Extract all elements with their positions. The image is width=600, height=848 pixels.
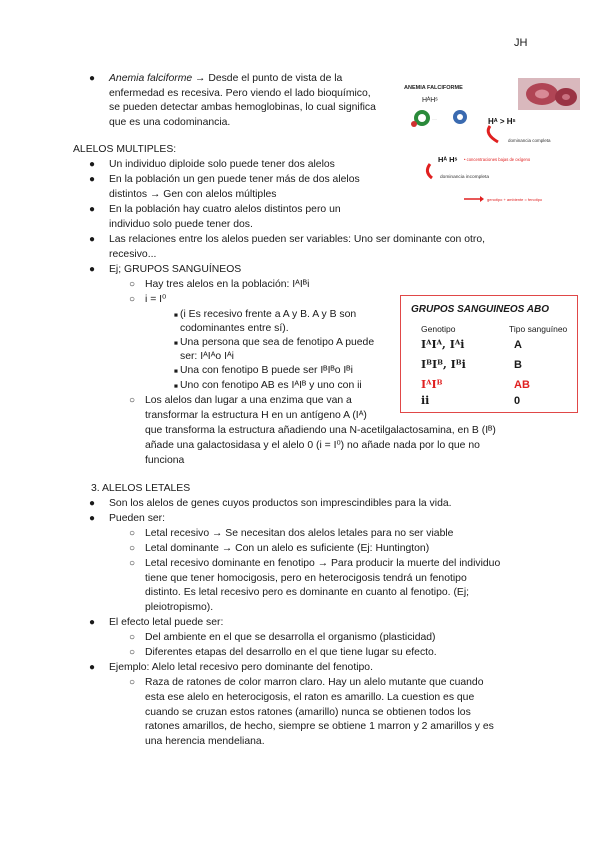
subsub-item-cont: ser: IᴬIᴬo Iᴬi — [180, 351, 234, 362]
anemia-paragraph: Anemia falciforme → Desde el punto de vista de la enfermedad es recesiva. Pero viendo el lado bioquímico, se pueden detectar ambas hemoglobinas, lo cual significa que es una codominancia. — [109, 73, 376, 128]
author-initials: JH — [514, 37, 528, 49]
abo-type: B — [514, 359, 522, 371]
list-item: El efecto letal puede ser: — [109, 617, 224, 628]
anemia-term: Anemia falciforme — [109, 73, 193, 84]
abo-genotype: IᴬIᴬ, Iᴬi — [421, 338, 465, 351]
subsub-item: Uno con fenotipo AB es IᴬIᴮ y uno con ii — [180, 380, 362, 391]
sub-item-cont: funciona — [145, 455, 185, 466]
figure-genotype-top: HᴬHˢ — [422, 97, 438, 104]
red-curve-arrow-1 — [488, 126, 498, 142]
sub-item: Letal recesivo dominante en fenotipo → Para producir la muerte del individuo — [145, 558, 501, 569]
figure-note: • concentraciones bajas de oxígeno — [464, 157, 531, 162]
bullet: ● — [89, 73, 96, 84]
figure-legend: genotipo + ambiente = fenotipo — [487, 197, 543, 202]
figure-title: ANEMIA FALCIFORME — [404, 85, 463, 91]
sub-item: Del ambiente en el que se desarrolla el organismo (plasticidad) — [145, 632, 436, 643]
sub-item-cont: pleiotropismo). — [145, 602, 214, 613]
list-item: En la población un gen puede tener más de dos alelos — [109, 174, 360, 185]
sub-item-cont: una herencia mendeliana. — [145, 736, 265, 747]
abo-genotype: IᴮIᴮ, Iᴮi — [421, 358, 466, 371]
subsub-item: Una persona que sea de fenotipo A puede — [180, 337, 375, 348]
list-item: Ejemplo: Alelo letal recesivo pero dominante del fenotipo. — [109, 662, 373, 673]
abo-col-type: Tipo sanguíneo — [509, 324, 568, 334]
abo-genotype: IᴬIᴮ — [421, 378, 443, 391]
subsub-item-cont: codominantes entre sí). — [180, 323, 289, 334]
abo-genotype: ii — [421, 394, 430, 407]
abo-title: GRUPOS SANGUINEOS ABO — [411, 304, 549, 315]
figure-dominance-incomplete: dominancia incompleta — [440, 175, 490, 180]
section-heading: 3. ALELOS LETALES — [91, 483, 191, 494]
sub-item-cont: que transforma la estructura añadiendo una N-acetilgalactosamina, en B (Iᴮ) — [145, 425, 496, 436]
legend-arrow-head — [480, 196, 484, 202]
abo-type: 0 — [514, 395, 521, 407]
figure-genotype-mid: Hᴬ Hˢ — [438, 155, 458, 164]
sub-item: Letal dominante → Con un alelo es suficiente (Ej: Huntington) — [145, 543, 430, 554]
list-item: Las relaciones entre los alelos pueden ser variables: Uno ser dominante con otro, — [109, 234, 486, 245]
sub-item-cont: transformar la estructura H en un antígeno A (Iᴬ) — [145, 410, 367, 421]
list-item-cont: recesivo... — [109, 249, 157, 260]
sub-item: Hay tres alelos en la población: IᴬIᴮi — [145, 279, 310, 290]
abo-col-genotype: Genotipo — [421, 324, 456, 334]
sub-item-cont: cuando se cruzan estos ratones (amarillo) nunca se obtienen todos los — [145, 707, 471, 718]
sub-item-cont: añade una galactosidasa y el alelo 0 (i = I⁰) no añade nada por lo que no — [145, 440, 480, 451]
sub-item-cont: distinto. Es letal recesivo pero es dominante en cuanto al fenotipo. (Ej; — [145, 587, 470, 598]
list-item-cont: individuo solo puede tener dos. — [109, 219, 253, 230]
sub-item: Raza de ratones de color marron claro. Hay un alelo mutante que cuando — [145, 677, 484, 688]
list-item-cont: distintos → Gen con alelos múltiples — [109, 189, 277, 200]
sub-item: Diferentes etapas del desarrollo en el que tiene lugar su efecto. — [145, 647, 437, 658]
anemia-diagram — [400, 78, 580, 206]
anemia-figure — [400, 78, 580, 206]
figure-dominance-complete: dominancia completa — [508, 138, 551, 143]
abo-type: AB — [514, 379, 530, 391]
sub-item: Los alelos dan lugar a una enzima que van a — [145, 395, 352, 406]
figure-relation: Hᴬ > Hˢ — [488, 117, 516, 126]
sub-item-cont: ratones amarillos, de hecho, siempre se obtiene 1 marron y 2 amarillos y es — [145, 721, 494, 732]
abo-type: A — [514, 339, 522, 351]
svg-text:·····: ····· — [432, 117, 437, 121]
red-blood-cells-icon — [518, 78, 580, 110]
abo-table — [400, 295, 578, 413]
list-item: En la población hay cuatro alelos distintos pero un — [109, 204, 341, 215]
sub-item-cont: esta ese alelo en heterocigosis, el raton es amarillo. La cuestion es que — [145, 692, 475, 703]
subsub-item: Una con fenotipo B puede ser IᴮIᴮo Iᴮi — [180, 365, 353, 376]
list-item: Ej; GRUPOS SANGUÍNEOS — [109, 264, 242, 275]
red-curve-arrow-2 — [427, 164, 432, 178]
sub-item: i = I⁰ — [145, 294, 167, 305]
sub-item-cont: tiene que tener homocigosis, pero en heterocigosis tendrá un fenotipo — [145, 573, 467, 584]
list-item: Un individuo diploide solo puede tener dos alelos — [109, 159, 335, 170]
sub-item: Letal recesivo → Se necesitan dos alelos letales para no ser viable — [145, 528, 454, 539]
section-heading: ALELOS MULTIPLES: — [73, 144, 177, 155]
cell-diagram-icon — [411, 110, 467, 127]
subsub-item: (i Es recesivo frente a A y B. A y B son — [180, 309, 357, 320]
list-item: Pueden ser: — [109, 513, 166, 524]
list-item: Son los alelos de genes cuyos productos son imprescindibles para la vida. — [109, 498, 452, 509]
